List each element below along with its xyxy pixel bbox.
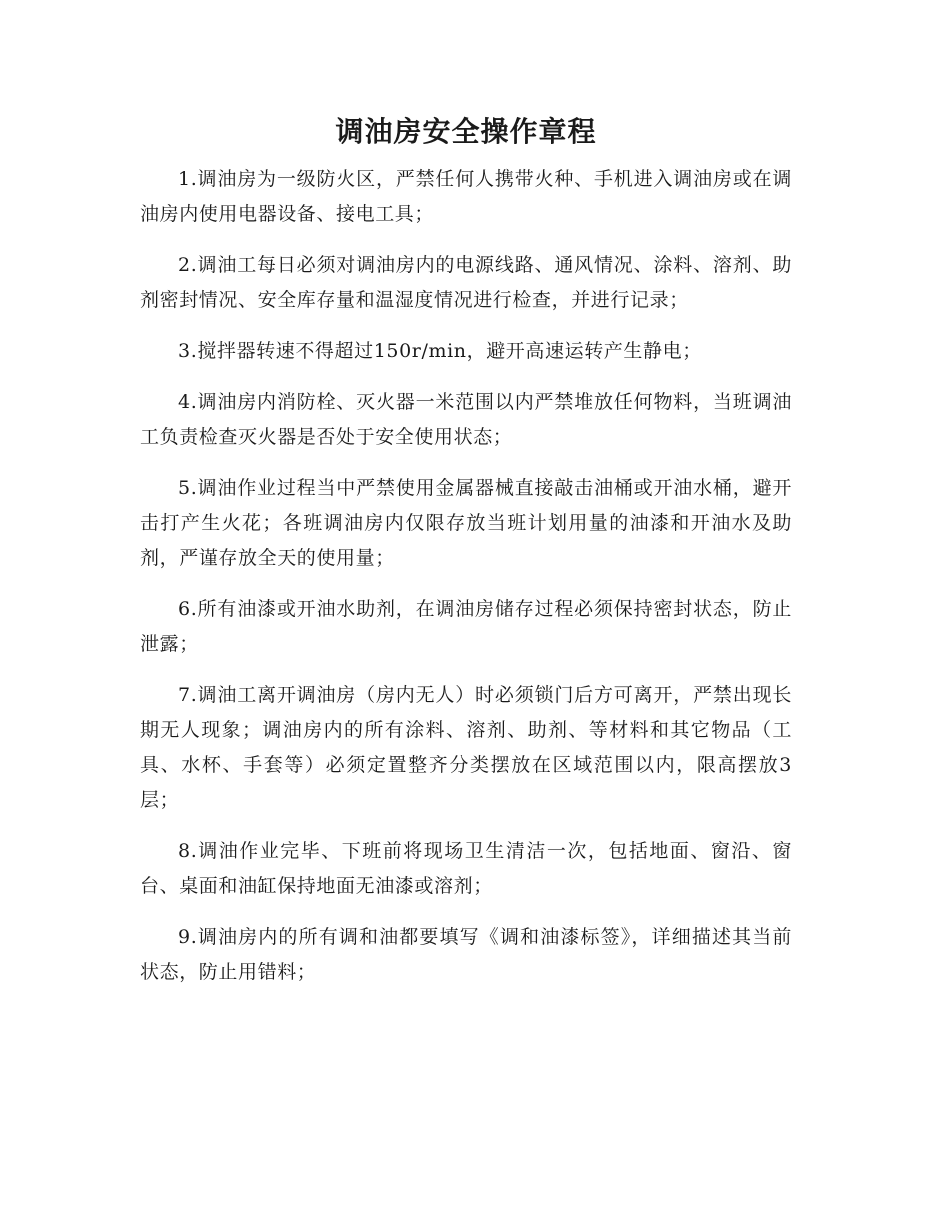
rule-item-3: 3.搅拌器转速不得超过150r/min，避开高速运转产生静电；	[178, 340, 702, 362]
rule-item-2: 2.调油工每日必须对调油房内的电源线路、通风情况、涂料、溶剂、助剂密封情况、安全库存量和温湿度情况进行检查，并进行记录；	[140, 254, 792, 311]
document-title: 调油房安全操作章程	[335, 115, 597, 148]
rule-item-6: 6.所有油漆或开油水助剂，在调油房储存过程必须保持密封状态，防止泄露；	[140, 598, 792, 655]
rule-item-5: 5.调油作业过程当中严禁使用金属器械直接敲击油桶或开油水桶，避开击打产生火花；各班调油房内仅限存放当班计划用量的油漆和开油水及助剂，严谨存放全天的使用量；	[140, 477, 792, 569]
document-page	[140, 112, 792, 1006]
rule-item-9: 9.调油房内的所有调和油都要填写《调和油漆标签》，详细描述其当前状态，防止用错料；	[140, 926, 792, 983]
rule-item-1: 1.调油房为一级防火区，严禁任何人携带火种、手机进入调油房或在调油房内使用电器设备、接电工具；	[140, 168, 792, 225]
rule-item-4: 4.调油房内消防栓、灭火器一米范围以内严禁堆放任何物料，当班调油工负责检查灭火器是否处于安全使用状态；	[140, 391, 792, 448]
rule-item-7: 7.调油工离开调油房（房内无人）时必须锁门后方可离开，严禁出现长期无人现象；调油房内的所有涂料、溶剂、助剂、等材料和其它物品（工具、水杯、手套等）必须定置整齐分类摆放在区域范围以内，限高摆放3层；	[140, 684, 792, 811]
rule-item-8: 8.调油作业完毕、下班前将现场卫生清洁一次，包括地面、窗沿、窗台、桌面和油缸保持地面无油漆或溶剂；	[140, 840, 792, 897]
rules-list	[140, 162, 792, 990]
